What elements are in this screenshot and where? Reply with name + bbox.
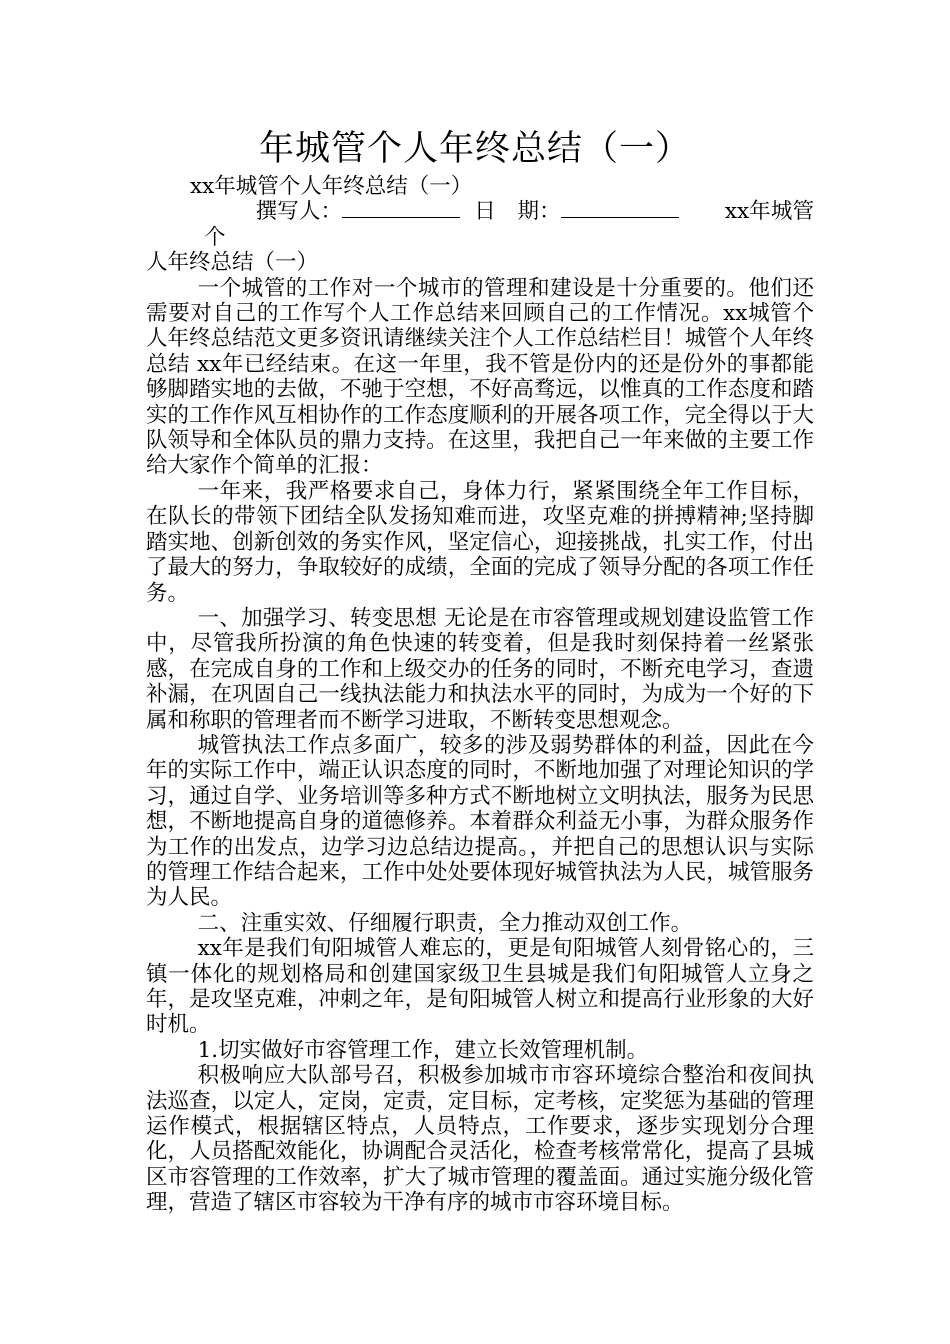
- document-title: 年城管个人年终总结（一）: [258, 129, 691, 169]
- paragraph-2: 一年来，我严格要求自己，身体力行，紧紧围绕全年工作目标，在队长的带领下团结全队发扬知难而进，攻坚克难的拼搏精神;坚持脚踏实地、创新创效的务实作风，坚定信心，迎接挑战，扎实工作，付出了最大的努力，争取较好的成绩，全面的完成了领导分配的各项工作任务。: [146, 478, 814, 606]
- date-label: 日 期：: [474, 199, 561, 225]
- meta-tail: xx年城管个: [204, 199, 814, 250]
- author-blank: [342, 199, 460, 218]
- document-body: [146, 174, 814, 1216]
- paragraph-1: 一个城管的工作对一个城市的管理和建设是十分重要的。他们还需要对自己的工作写个人工作总结来回顾自己的工作情况。xx城管个人年终总结范文更多资讯请继续关注个人工作总结栏目！城管个人年终总结 xx年已经结束。在这一年里，我不管是份内的还是份外的事都能够脚踏实地的去做，不驰于空想，不好高骛远，以惟真的工作态度和踏实的工作作风互相协作的工作态度顺利的开展各项工作，完全得以于大队领导和全体队员的鼎力支持。在这里，我把自己一年来做的主要工作给大家作个简单的汇报：: [146, 275, 814, 479]
- document-subtitle: xx年城管个人年终总结（一）: [190, 174, 473, 199]
- meta-tail-continued: 人年终总结（一）: [146, 250, 319, 276]
- date-blank: [561, 199, 679, 218]
- author-label: 撰写人：: [255, 199, 343, 225]
- paragraph-4: 城管执法工作点多面广，较多的涉及弱势群体的利益，因此在今年的实际工作中，端正认识态度的同时，不断地加强了对理论知识的学习，通过自学、业务培训等多种方式不断地树立文明执法，服务为民思想，不断地提高自身的道德修养。本着群众利益无小事，为群众服务作为工作的出发点，边学习边总结边提高。，并把自己的思想认识与实际的管理工作结合起来，工作中处处要体现好城管执法为人民，城管服务为人民。: [146, 732, 814, 911]
- paragraph-6: xx年是我们旬阳城管人难忘的，更是旬阳城管人刻骨铭心的，三镇一体化的规划格局和创建国家级卫生县城是我们旬阳城管人立身之年，是攻坚克难，冲刺之年，是旬阳城管人树立和提高行业形象的大好时机。: [146, 936, 814, 1038]
- paragraph-5: 二、注重实效、仔细履行职责，全力推动双创工作。: [197, 910, 693, 936]
- paragraph-7: 1.切实做好市容管理工作，建立长效管理机制。: [197, 1037, 649, 1063]
- paragraph-8: 积极响应大队部号召，积极参加城市市容环境综合整治和夜间执法巡查，以定人，定岗，定责，定目标，定考核，定奖惩为基础的管理运作模式，根据辖区特点，人员特点，工作要求，逐步实现划分合理化，人员搭配效能化，协调配合灵活化，检查考核常常化，提高了县城区市容管理的工作效率，扩大了城市管理的覆盖面。通过实施分级化管理，营造了辖区市容较为干净有序的城市市容环境目标。: [146, 1063, 814, 1216]
- meta-line: [146, 199, 814, 250]
- paragraph-3: 一、加强学习、转变思想 无论是在市容管理或规划建设监管工作中，尽管我所扮演的角色快速的转变着，但是我时刻保持着一丝紧张感，在完成自身的工作和上级交办的任务的同时，不断充电学习，查遗补漏，在巩固自己一线执法能力和执法水平的同时，为成为一个好的下属和称职的管理者而不断学习进取，不断转变思想观念。: [146, 605, 814, 733]
